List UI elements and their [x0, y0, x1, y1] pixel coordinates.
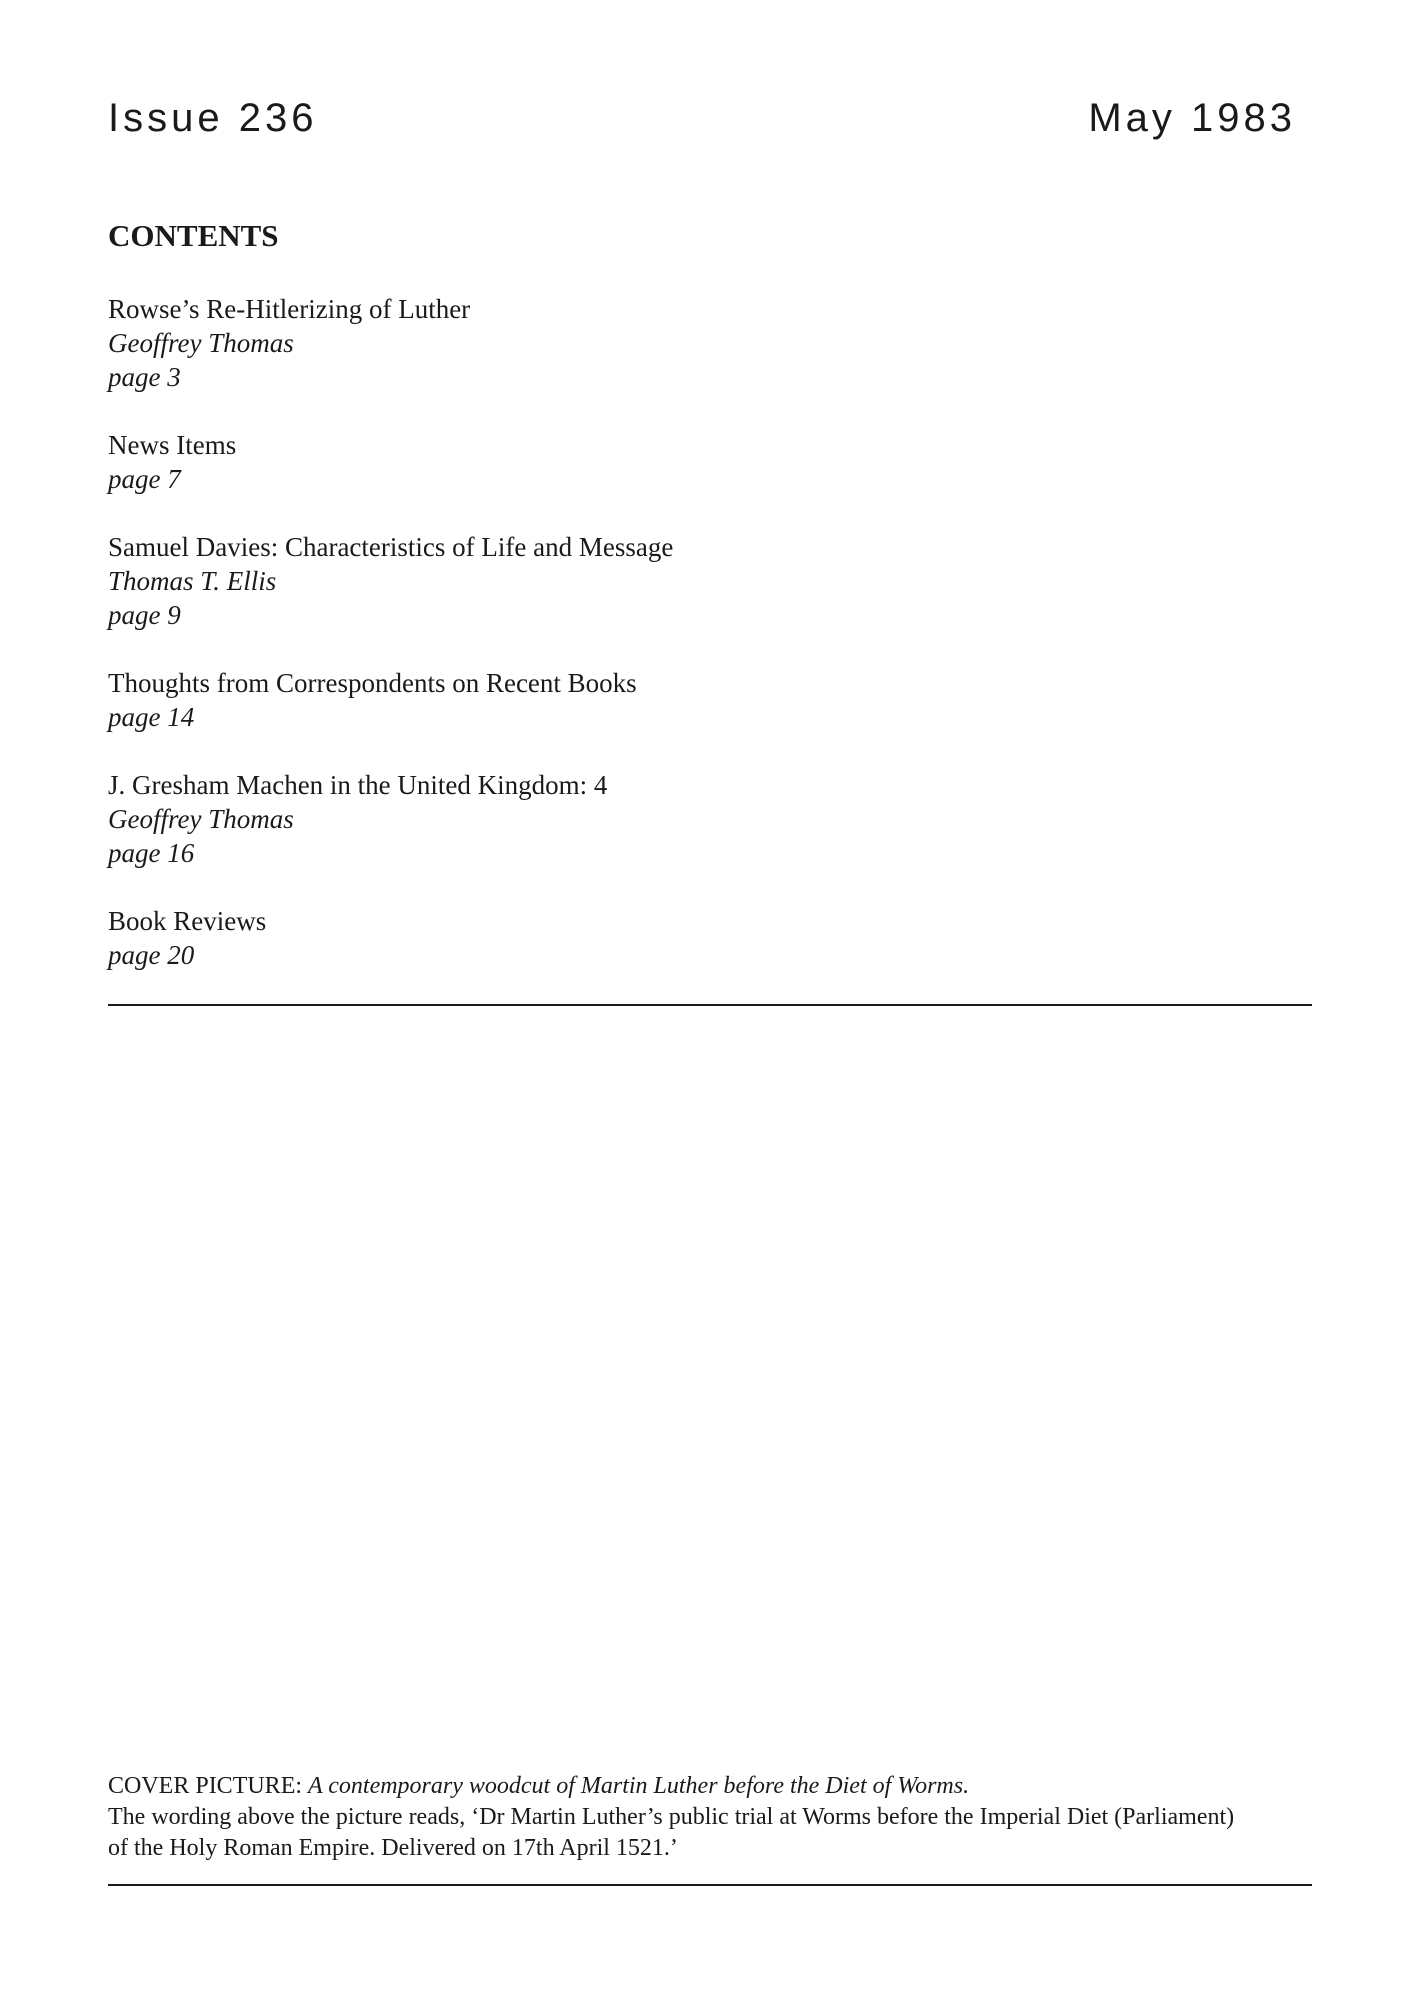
- toc-entry-title: Samuel Davies: Characteristics of Life and Message: [108, 532, 674, 562]
- toc-entry-title: Thoughts from Correspondents on Recent Books: [108, 668, 637, 698]
- table-of-contents: [108, 292, 1308, 1006]
- cover-picture-wording-line-1: The wording above the picture reads, ‘Dr Martin Luther’s public trial at Worms before the Imperial Diet (Parliament): [108, 1804, 1235, 1830]
- cover-picture-label: COVER PICTURE:: [108, 1773, 303, 1799]
- toc-entry-page: page 20: [108, 940, 195, 970]
- cover-picture-note: [108, 1771, 1318, 1864]
- toc-entry-news-items: [108, 428, 1308, 496]
- footer-divider: [108, 1884, 1312, 1886]
- toc-entry-thoughts: [108, 666, 1308, 734]
- toc-entry-page: page 9: [108, 600, 181, 630]
- toc-entry-rowse: [108, 292, 1308, 394]
- toc-entry-title: Book Reviews: [108, 906, 267, 936]
- toc-entry-title: Rowse’s Re-Hitlerizing of Luther: [108, 294, 471, 324]
- toc-entry-samuel-davies: [108, 530, 1308, 632]
- toc-entry-book-reviews: [108, 904, 1308, 972]
- toc-entry-title: News Items: [108, 430, 237, 460]
- cover-picture-wording-line-2: of the Holy Roman Empire. Delivered on 17th April 1521.’: [108, 1835, 678, 1861]
- cover-picture-caption-line: [108, 1771, 1318, 1802]
- toc-entry-author: Geoffrey Thomas: [108, 804, 294, 834]
- issue-date: May 1983: [1088, 96, 1296, 140]
- toc-entry-page: page 16: [108, 838, 195, 868]
- contents-heading: CONTENTS: [108, 218, 279, 253]
- toc-entry-author: Thomas T. Ellis: [108, 566, 277, 596]
- toc-entry-author: Geoffrey Thomas: [108, 328, 294, 358]
- toc-entry-title: J. Gresham Machen in the United Kingdom: 4: [108, 770, 608, 800]
- toc-entry-page: page 3: [108, 362, 181, 392]
- toc-entry-page: page 7: [108, 464, 181, 494]
- cover-picture-caption: A contemporary woodcut of Martin Luther before the Diet of Worms.: [308, 1773, 970, 1799]
- toc-entry-page: page 14: [108, 702, 195, 732]
- issue-number: Issue 236: [108, 96, 318, 140]
- contents-divider: [108, 1004, 1312, 1006]
- toc-entry-machen: [108, 768, 1308, 870]
